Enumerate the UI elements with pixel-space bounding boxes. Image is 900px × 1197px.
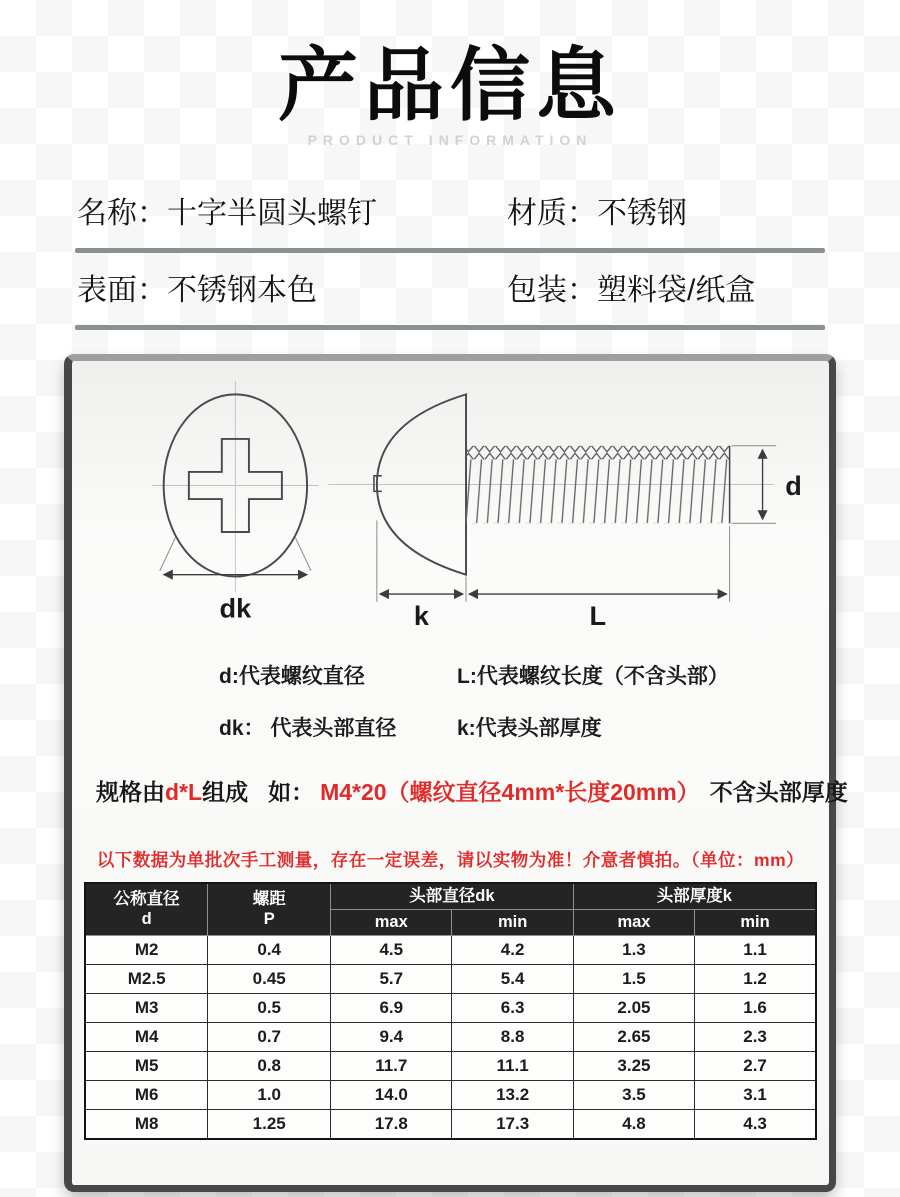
- product-detail-card: [64, 354, 848, 1192]
- cell-size: M4: [85, 1022, 208, 1051]
- cell-size: M2.5: [85, 964, 208, 993]
- header-nominal-diameter-symbol: d: [141, 910, 152, 929]
- dk-dimension-label: dk: [219, 592, 251, 624]
- package-value: 塑料袋/纸盒: [597, 274, 756, 307]
- cell-k-min: 2.3: [695, 1022, 816, 1051]
- table-row: [85, 993, 816, 1022]
- table-row: [85, 1051, 816, 1080]
- header-k-min: min: [695, 909, 816, 935]
- header-head-thickness-group: 头部厚度k: [573, 883, 816, 910]
- screw-side-view: [328, 394, 801, 629]
- header-pitch-title: 螺距: [252, 890, 286, 909]
- cell-pitch: 0.45: [208, 964, 331, 993]
- table-row: [85, 1109, 816, 1139]
- cell-k-min: 3.1: [695, 1080, 816, 1109]
- info-pair-surface: [77, 265, 507, 309]
- spec-text-2: 组成: [202, 778, 249, 805]
- screw-dimension-diagram: [90, 375, 812, 629]
- cell-dk-min: 5.4: [452, 964, 573, 993]
- spec-table-body: [85, 935, 816, 1139]
- package-label: 包装：: [507, 274, 597, 307]
- cell-dk-max: 4.5: [331, 935, 452, 964]
- divider-bottom: [75, 325, 825, 330]
- cell-pitch: 0.7: [208, 1022, 331, 1051]
- cell-dk-min: 17.3: [452, 1109, 573, 1139]
- cell-k-max: 4.8: [573, 1109, 694, 1139]
- table-row: [85, 1080, 816, 1109]
- cell-k-max: 3.5: [573, 1080, 694, 1109]
- cell-k-max: 1.3: [573, 935, 694, 964]
- legend-dk: dk： 代表头部直径: [219, 716, 397, 740]
- cell-pitch: 0.5: [208, 993, 331, 1022]
- surface-label: 表面：: [77, 274, 167, 307]
- cell-size: M6: [85, 1080, 208, 1109]
- cell-k-max: 2.05: [573, 993, 694, 1022]
- cell-dk-max: 11.7: [331, 1051, 452, 1080]
- cell-k-min: 2.7: [695, 1051, 816, 1080]
- table-row: [85, 964, 816, 993]
- header-dk-max: max: [331, 909, 452, 935]
- cell-dk-min: 4.2: [452, 935, 573, 964]
- legend-row-1: [219, 663, 817, 691]
- cell-dk-max: 17.8: [331, 1109, 452, 1139]
- header-nominal-diameter: [85, 883, 208, 936]
- spec-text-red-2: M4*20（螺纹直径4mm*长度20mm）: [320, 778, 700, 805]
- header-k-max: max: [573, 909, 694, 935]
- cell-dk-max: 6.9: [331, 993, 452, 1022]
- page-subtitle: PRODUCT INFORMATION: [307, 132, 593, 148]
- cell-pitch: 0.8: [208, 1051, 331, 1080]
- spec-text-red-1: d*L: [165, 778, 203, 805]
- cell-dk-max: 14.0: [331, 1080, 452, 1109]
- page-title: 产品信息: [278, 41, 622, 130]
- legend-k: k:代表头部厚度: [457, 716, 602, 740]
- table-row: [85, 935, 816, 964]
- cell-k-max: 3.25: [573, 1051, 694, 1080]
- cell-pitch: 1.25: [208, 1109, 331, 1139]
- cell-dk-min: 8.8: [452, 1022, 573, 1051]
- head-top-view: [152, 381, 319, 623]
- info-pair-name: [77, 188, 507, 232]
- header-pitch-symbol: P: [263, 910, 275, 929]
- header-nominal-diameter-title: 公称直径: [113, 890, 180, 909]
- cell-k-min: 4.3: [695, 1109, 816, 1139]
- name-label: 名称：: [77, 197, 167, 230]
- cell-k-min: 1.1: [695, 935, 816, 964]
- l-dimension-label: L: [589, 600, 606, 629]
- material-value: 不锈钢: [597, 197, 687, 230]
- screw-spec-table: [84, 882, 817, 1140]
- info-pair-material: [507, 188, 823, 232]
- cell-k-max: 2.65: [573, 1022, 694, 1051]
- cell-k-min: 1.2: [695, 964, 816, 993]
- cell-dk-min: 6.3: [452, 993, 573, 1022]
- legend-row-2: [219, 715, 817, 743]
- header-head-diameter-group: 头部直径dk: [331, 883, 574, 910]
- cell-pitch: 0.4: [208, 935, 331, 964]
- spec-table-header: [85, 883, 816, 936]
- legend-L: L:代表螺纹长度（不含头部）: [457, 664, 729, 688]
- surface-value: 不锈钢本色: [167, 274, 317, 307]
- cell-size: M3: [85, 993, 208, 1022]
- spec-format-line: [84, 777, 848, 807]
- cell-k-max: 1.5: [573, 964, 694, 993]
- cell-k-min: 1.6: [695, 993, 816, 1022]
- name-value: 十字半圆头螺钉: [167, 197, 377, 230]
- k-dimension-label: k: [413, 600, 429, 629]
- info-row-name-material: [75, 176, 825, 248]
- threaded-shaft: [466, 446, 730, 524]
- cell-size: M2: [85, 935, 208, 964]
- info-row-surface-package: [75, 253, 825, 325]
- info-pair-package: [507, 265, 823, 309]
- material-label: 材质：: [507, 197, 597, 230]
- cell-dk-max: 9.4: [331, 1022, 452, 1051]
- d-dimension-label: d: [784, 470, 802, 502]
- cell-size: M5: [85, 1051, 208, 1080]
- header-dk-min: min: [452, 909, 573, 935]
- header-pitch: [208, 883, 331, 936]
- product-info-section: [75, 176, 825, 330]
- spec-text-1: 规格由: [96, 778, 165, 805]
- cell-dk-min: 13.2: [452, 1080, 573, 1109]
- spec-text-4: 不含头部厚度: [709, 778, 848, 805]
- cell-dk-max: 5.7: [331, 964, 452, 993]
- measurement-notice: 以下数据为单批次手工测量，存在一定误差，请以实物为准！介意者慎拍。（单位：mm）: [96, 849, 805, 870]
- cell-size: M8: [85, 1109, 208, 1139]
- cell-dk-min: 11.1: [452, 1051, 573, 1080]
- spec-text-3: 如：: [268, 778, 315, 805]
- legend-d: d:代表螺纹直径: [219, 664, 365, 688]
- dimension-legend: [84, 663, 817, 743]
- table-row: [85, 1022, 816, 1051]
- cell-pitch: 1.0: [208, 1080, 331, 1109]
